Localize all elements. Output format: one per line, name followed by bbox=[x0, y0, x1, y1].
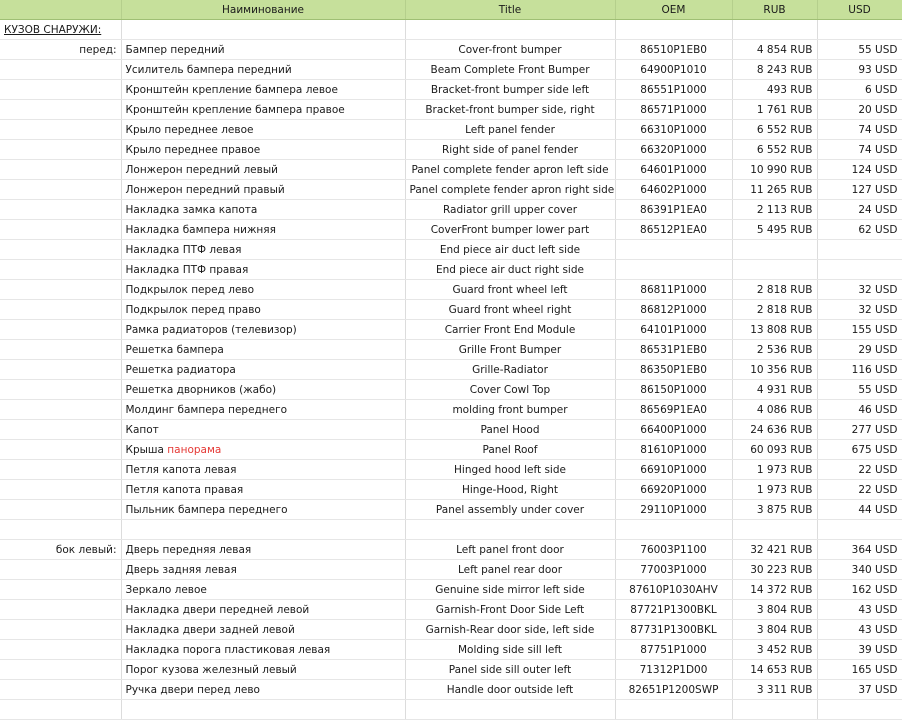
part-oem[interactable]: 29110P1000 bbox=[615, 500, 732, 520]
table-row bbox=[0, 260, 902, 280]
price-rub[interactable]: 60 093 RUB bbox=[732, 440, 817, 460]
part-name-text: Решетка дворников (жабо) bbox=[125, 383, 277, 396]
part-oem[interactable]: 66910P1000 bbox=[615, 460, 732, 480]
price-usd[interactable]: 277 USD bbox=[817, 420, 902, 440]
table-row bbox=[0, 240, 902, 260]
part-oem[interactable]: 66320P1000 bbox=[615, 140, 732, 160]
price-rub[interactable]: 11 265 RUB bbox=[732, 180, 817, 200]
table-row bbox=[0, 120, 902, 140]
price-rub[interactable]: 8 243 RUB bbox=[732, 60, 817, 80]
group-label[interactable] bbox=[0, 300, 121, 320]
cell-empty[interactable] bbox=[0, 520, 121, 540]
part-title[interactable]: Radiator grill upper cover bbox=[405, 200, 615, 220]
part-name-text: Зеркало левое bbox=[125, 583, 207, 596]
price-usd[interactable]: 340 USD bbox=[817, 560, 902, 580]
part-oem[interactable]: 64601P1000 bbox=[615, 160, 732, 180]
part-name[interactable] bbox=[121, 140, 405, 160]
part-oem[interactable]: 86531P1EB0 bbox=[615, 340, 732, 360]
group-label[interactable] bbox=[0, 340, 121, 360]
price-rub[interactable]: 6 552 RUB bbox=[732, 140, 817, 160]
price-rub[interactable]: 3 875 RUB bbox=[732, 500, 817, 520]
part-name[interactable] bbox=[121, 680, 405, 700]
part-title[interactable]: End piece air duct left side bbox=[405, 240, 615, 260]
price-rub[interactable]: 3 311 RUB bbox=[732, 680, 817, 700]
cell-empty[interactable] bbox=[817, 700, 902, 720]
table-row bbox=[0, 100, 902, 120]
part-name[interactable] bbox=[121, 480, 405, 500]
part-oem[interactable]: 87721P1300BKL bbox=[615, 600, 732, 620]
part-name-text: Накладка замка капота bbox=[125, 203, 258, 216]
part-oem[interactable]: 86391P1EA0 bbox=[615, 200, 732, 220]
group-label[interactable] bbox=[0, 380, 121, 400]
price-rub[interactable]: 3 804 RUB bbox=[732, 600, 817, 620]
cell-empty[interactable] bbox=[817, 20, 902, 40]
part-name[interactable] bbox=[121, 620, 405, 640]
part-oem[interactable]: 86510P1EB0 bbox=[615, 40, 732, 60]
part-title[interactable]: Grille-Radiator bbox=[405, 360, 615, 380]
part-oem[interactable]: 64602P1000 bbox=[615, 180, 732, 200]
table-row bbox=[0, 200, 902, 220]
group-label[interactable] bbox=[0, 360, 121, 380]
part-name-text: Дверь передняя левая bbox=[125, 543, 252, 556]
part-name[interactable] bbox=[121, 180, 405, 200]
price-rub[interactable]: 4 931 RUB bbox=[732, 380, 817, 400]
part-name[interactable] bbox=[121, 120, 405, 140]
price-usd[interactable]: 22 USD bbox=[817, 460, 902, 480]
cell-empty[interactable] bbox=[405, 20, 615, 40]
part-oem[interactable] bbox=[615, 240, 732, 260]
group-label[interactable] bbox=[0, 420, 121, 440]
part-name-text: Накладка ПТФ правая bbox=[125, 263, 249, 276]
group-label[interactable] bbox=[0, 400, 121, 420]
part-name-text: Кронштейн крепление бампера правое bbox=[125, 103, 345, 116]
part-title[interactable]: Beam Complete Front Bumper bbox=[405, 60, 615, 80]
table-row bbox=[0, 420, 902, 440]
price-usd[interactable]: 74 USD bbox=[817, 140, 902, 160]
part-title[interactable]: Handle door outside left bbox=[405, 680, 615, 700]
cell-empty[interactable] bbox=[732, 700, 817, 720]
price-usd[interactable]: 55 USD bbox=[817, 380, 902, 400]
part-title[interactable]: Cover-front bumper bbox=[405, 40, 615, 60]
table-row bbox=[0, 400, 902, 420]
group-label[interactable] bbox=[0, 560, 121, 580]
part-oem[interactable]: 64900P1010 bbox=[615, 60, 732, 80]
price-rub[interactable]: 10 356 RUB bbox=[732, 360, 817, 380]
part-title[interactable]: molding front bumper bbox=[405, 400, 615, 420]
part-name-text: Петля капота левая bbox=[125, 463, 237, 476]
header-usd[interactable]: USD bbox=[817, 0, 902, 20]
cell-empty[interactable] bbox=[615, 520, 732, 540]
header-title[interactable]: Title bbox=[405, 0, 615, 20]
part-title[interactable]: Panel complete fender apron left side bbox=[405, 160, 615, 180]
part-title[interactable]: Carrier Front End Module bbox=[405, 320, 615, 340]
header-name[interactable]: Наиминование bbox=[121, 0, 405, 20]
part-name[interactable] bbox=[121, 560, 405, 580]
group-label[interactable] bbox=[0, 320, 121, 340]
part-name[interactable] bbox=[121, 460, 405, 480]
part-title[interactable]: Guard front wheel left bbox=[405, 280, 615, 300]
price-usd[interactable]: 29 USD bbox=[817, 340, 902, 360]
section-title[interactable]: КУЗОВ СНАРУЖИ: bbox=[0, 20, 121, 40]
group-label[interactable] bbox=[0, 600, 121, 620]
part-oem[interactable]: 77003P1000 bbox=[615, 560, 732, 580]
part-name[interactable] bbox=[121, 660, 405, 680]
table-row-empty bbox=[0, 520, 902, 540]
part-name-text: Кронштейн крепление бампера левое bbox=[125, 83, 338, 96]
price-usd[interactable]: 675 USD bbox=[817, 440, 902, 460]
price-usd[interactable] bbox=[817, 260, 902, 280]
part-name-note: панорама bbox=[167, 443, 222, 456]
part-name-text: Подкрылок перед лево bbox=[125, 283, 255, 296]
cell-empty[interactable] bbox=[732, 520, 817, 540]
part-name[interactable] bbox=[121, 220, 405, 240]
group-label[interactable] bbox=[0, 620, 121, 640]
group-label[interactable] bbox=[0, 640, 121, 660]
price-usd[interactable]: 162 USD bbox=[817, 580, 902, 600]
group-label[interactable] bbox=[0, 580, 121, 600]
part-oem[interactable]: 86150P1000 bbox=[615, 380, 732, 400]
header-rub[interactable]: RUB bbox=[732, 0, 817, 20]
price-rub[interactable]: 3 452 RUB bbox=[732, 640, 817, 660]
group-label[interactable] bbox=[0, 80, 121, 100]
table-body bbox=[0, 20, 902, 720]
part-name[interactable] bbox=[121, 340, 405, 360]
part-name-text: Лонжерон передний левый bbox=[125, 163, 278, 176]
group-label[interactable] bbox=[0, 500, 121, 520]
cell-empty[interactable] bbox=[121, 520, 405, 540]
price-usd[interactable]: 74 USD bbox=[817, 120, 902, 140]
price-usd[interactable]: 155 USD bbox=[817, 320, 902, 340]
price-rub[interactable]: 13 808 RUB bbox=[732, 320, 817, 340]
price-usd[interactable]: 62 USD bbox=[817, 220, 902, 240]
part-name-text: Накладка порога пластиковая левая bbox=[125, 643, 331, 656]
part-oem[interactable]: 86812P1000 bbox=[615, 300, 732, 320]
part-name-text: Усилитель бампера передний bbox=[125, 63, 292, 76]
part-oem[interactable]: 86551P1000 bbox=[615, 80, 732, 100]
price-rub[interactable]: 4 086 RUB bbox=[732, 400, 817, 420]
part-name[interactable] bbox=[121, 420, 405, 440]
part-name[interactable] bbox=[121, 500, 405, 520]
part-name[interactable] bbox=[121, 400, 405, 420]
price-usd[interactable]: 124 USD bbox=[817, 160, 902, 180]
table-row bbox=[0, 460, 902, 480]
group-label[interactable] bbox=[0, 140, 121, 160]
part-name-text: Крыло переднее левое bbox=[125, 123, 254, 136]
part-name[interactable] bbox=[121, 540, 405, 560]
part-name-text: Накладка ПТФ левая bbox=[125, 243, 242, 256]
part-title[interactable]: Panel Hood bbox=[405, 420, 615, 440]
table-row bbox=[0, 60, 902, 80]
part-name[interactable] bbox=[121, 600, 405, 620]
part-title[interactable]: Left panel fender bbox=[405, 120, 615, 140]
price-rub[interactable]: 24 636 RUB bbox=[732, 420, 817, 440]
cell-empty[interactable] bbox=[615, 700, 732, 720]
part-title[interactable]: Left panel rear door bbox=[405, 560, 615, 580]
price-usd[interactable]: 20 USD bbox=[817, 100, 902, 120]
table-row bbox=[0, 500, 902, 520]
table-row bbox=[0, 340, 902, 360]
cell-empty[interactable] bbox=[405, 700, 615, 720]
part-name-text: Дверь задняя левая bbox=[125, 563, 237, 576]
part-name[interactable] bbox=[121, 160, 405, 180]
header-row bbox=[0, 0, 902, 20]
part-title[interactable]: Grille Front Bumper bbox=[405, 340, 615, 360]
part-name-text: Подкрылок перед право bbox=[125, 303, 261, 316]
part-name[interactable] bbox=[121, 60, 405, 80]
part-title[interactable]: Left panel front door bbox=[405, 540, 615, 560]
part-title[interactable]: Molding side sill left bbox=[405, 640, 615, 660]
part-oem[interactable]: 81610P1000 bbox=[615, 440, 732, 460]
part-oem[interactable]: 87731P1300BKL bbox=[615, 620, 732, 640]
price-usd[interactable] bbox=[817, 240, 902, 260]
part-name-text: Накладка двери передней левой bbox=[125, 603, 310, 616]
part-oem[interactable]: 86569P1EA0 bbox=[615, 400, 732, 420]
part-title[interactable]: Cover Cowl Top bbox=[405, 380, 615, 400]
table-row bbox=[0, 640, 902, 660]
table-row bbox=[0, 280, 902, 300]
cell-empty[interactable] bbox=[121, 20, 405, 40]
price-usd[interactable]: 43 USD bbox=[817, 600, 902, 620]
group-label[interactable]: перед: bbox=[0, 40, 121, 60]
part-title[interactable]: Garnish-Rear door side, left side bbox=[405, 620, 615, 640]
price-rub[interactable]: 10 990 RUB bbox=[732, 160, 817, 180]
price-rub[interactable]: 2 818 RUB bbox=[732, 300, 817, 320]
part-title[interactable]: Panel Roof bbox=[405, 440, 615, 460]
table-row bbox=[0, 80, 902, 100]
price-rub[interactable]: 2 536 RUB bbox=[732, 340, 817, 360]
part-name[interactable] bbox=[121, 100, 405, 120]
cell-empty[interactable] bbox=[817, 520, 902, 540]
price-usd[interactable]: 364 USD bbox=[817, 540, 902, 560]
group-label[interactable] bbox=[0, 240, 121, 260]
part-name-text: Порог кузова железный левый bbox=[125, 663, 297, 676]
part-title[interactable]: Panel side sill outer left bbox=[405, 660, 615, 680]
group-label[interactable] bbox=[0, 120, 121, 140]
cell-empty[interactable] bbox=[405, 520, 615, 540]
group-label[interactable] bbox=[0, 680, 121, 700]
table-row bbox=[0, 360, 902, 380]
part-oem[interactable]: 82651P1200SWP bbox=[615, 680, 732, 700]
price-usd[interactable]: 55 USD bbox=[817, 40, 902, 60]
table-row bbox=[0, 220, 902, 240]
price-rub[interactable]: 1 973 RUB bbox=[732, 460, 817, 480]
part-name-text: Пыльник бампера переднего bbox=[125, 503, 288, 516]
price-usd[interactable]: 32 USD bbox=[817, 300, 902, 320]
price-rub[interactable]: 493 RUB bbox=[732, 80, 817, 100]
price-usd[interactable]: 127 USD bbox=[817, 180, 902, 200]
cell-empty[interactable] bbox=[0, 700, 121, 720]
price-rub[interactable]: 4 854 RUB bbox=[732, 40, 817, 60]
part-name-text: Решетка радиатора bbox=[125, 363, 236, 376]
table-row-empty bbox=[0, 700, 902, 720]
part-name-text: Капот bbox=[125, 423, 159, 436]
price-usd[interactable]: 6 USD bbox=[817, 80, 902, 100]
part-name[interactable] bbox=[121, 300, 405, 320]
part-name[interactable] bbox=[121, 40, 405, 60]
price-usd[interactable]: 22 USD bbox=[817, 480, 902, 500]
part-oem[interactable]: 66920P1000 bbox=[615, 480, 732, 500]
table-row bbox=[0, 600, 902, 620]
group-label[interactable] bbox=[0, 280, 121, 300]
price-usd[interactable]: 32 USD bbox=[817, 280, 902, 300]
part-title[interactable]: Hinged hood left side bbox=[405, 460, 615, 480]
price-usd[interactable]: 43 USD bbox=[817, 620, 902, 640]
price-rub[interactable]: 1 973 RUB bbox=[732, 480, 817, 500]
part-title[interactable]: CoverFront bumper lower part bbox=[405, 220, 615, 240]
group-label[interactable] bbox=[0, 460, 121, 480]
part-name[interactable] bbox=[121, 80, 405, 100]
table-row bbox=[0, 140, 902, 160]
price-usd[interactable]: 37 USD bbox=[817, 680, 902, 700]
group-label[interactable] bbox=[0, 220, 121, 240]
part-name[interactable] bbox=[121, 440, 405, 460]
part-oem[interactable]: 87610P1030AHV bbox=[615, 580, 732, 600]
price-rub[interactable]: 1 761 RUB bbox=[732, 100, 817, 120]
part-oem[interactable]: 66400P1000 bbox=[615, 420, 732, 440]
price-rub[interactable]: 3 804 RUB bbox=[732, 620, 817, 640]
price-rub[interactable]: 2 113 RUB bbox=[732, 200, 817, 220]
cell-empty[interactable] bbox=[615, 20, 732, 40]
part-oem[interactable] bbox=[615, 260, 732, 280]
table-row bbox=[0, 660, 902, 680]
part-name[interactable] bbox=[121, 380, 405, 400]
group-label[interactable] bbox=[0, 440, 121, 460]
group-label[interactable] bbox=[0, 660, 121, 680]
header-group[interactable] bbox=[0, 0, 121, 20]
part-title[interactable]: Garnish-Front Door Side Left bbox=[405, 600, 615, 620]
part-title[interactable]: Right side of panel fender bbox=[405, 140, 615, 160]
price-rub[interactable] bbox=[732, 260, 817, 280]
part-title[interactable]: Bracket-front bumper side left bbox=[405, 80, 615, 100]
part-name-text: Рамка радиаторов (телевизор) bbox=[125, 323, 297, 336]
price-usd[interactable]: 46 USD bbox=[817, 400, 902, 420]
part-title[interactable]: Hinge-Hood, Right bbox=[405, 480, 615, 500]
part-name-text: Накладка двери задней левой bbox=[125, 623, 295, 636]
group-label[interactable] bbox=[0, 160, 121, 180]
group-label[interactable] bbox=[0, 60, 121, 80]
part-name[interactable] bbox=[121, 260, 405, 280]
group-label[interactable] bbox=[0, 200, 121, 220]
part-title[interactable]: Bracket-front bumper side, right bbox=[405, 100, 615, 120]
part-oem[interactable]: 71312P1D00 bbox=[615, 660, 732, 680]
table-row bbox=[0, 300, 902, 320]
part-name-text: Решетка бампера bbox=[125, 343, 224, 356]
part-name-text: Петля капота правая bbox=[125, 483, 244, 496]
price-rub[interactable]: 14 653 RUB bbox=[732, 660, 817, 680]
price-rub[interactable]: 30 223 RUB bbox=[732, 560, 817, 580]
part-oem[interactable]: 86571P1000 bbox=[615, 100, 732, 120]
table-row bbox=[0, 440, 902, 460]
price-rub[interactable]: 5 495 RUB bbox=[732, 220, 817, 240]
table-row bbox=[0, 480, 902, 500]
price-usd[interactable]: 39 USD bbox=[817, 640, 902, 660]
group-label[interactable]: бок левый: bbox=[0, 540, 121, 560]
cell-empty[interactable] bbox=[121, 700, 405, 720]
table-row bbox=[0, 540, 902, 560]
part-title[interactable]: Panel complete fender apron right side bbox=[405, 180, 615, 200]
part-name[interactable] bbox=[121, 320, 405, 340]
part-title[interactable]: Panel assembly under cover bbox=[405, 500, 615, 520]
header-oem[interactable]: OEM bbox=[615, 0, 732, 20]
part-name-text: Бампер передний bbox=[125, 43, 225, 56]
table-row bbox=[0, 40, 902, 60]
part-oem[interactable]: 86811P1000 bbox=[615, 280, 732, 300]
price-usd[interactable]: 44 USD bbox=[817, 500, 902, 520]
price-rub[interactable]: 2 818 RUB bbox=[732, 280, 817, 300]
price-rub[interactable] bbox=[732, 240, 817, 260]
part-name-text: Крыло переднее правое bbox=[125, 143, 261, 156]
part-title[interactable]: Genuine side mirror left side bbox=[405, 580, 615, 600]
price-usd[interactable]: 93 USD bbox=[817, 60, 902, 80]
table-row bbox=[0, 160, 902, 180]
group-label[interactable] bbox=[0, 480, 121, 500]
table-row bbox=[0, 620, 902, 640]
part-name-text: Лонжерон передний правый bbox=[125, 183, 285, 196]
part-oem[interactable]: 86350P1EB0 bbox=[615, 360, 732, 380]
price-usd[interactable]: 116 USD bbox=[817, 360, 902, 380]
group-label[interactable] bbox=[0, 100, 121, 120]
price-rub[interactable]: 14 372 RUB bbox=[732, 580, 817, 600]
group-label[interactable] bbox=[0, 180, 121, 200]
part-name[interactable] bbox=[121, 580, 405, 600]
part-oem[interactable]: 76003P1100 bbox=[615, 540, 732, 560]
part-oem[interactable]: 87751P1000 bbox=[615, 640, 732, 660]
group-label[interactable] bbox=[0, 260, 121, 280]
part-name-text: Ручка двери перед лево bbox=[125, 683, 260, 696]
part-name-text: Крыша bbox=[125, 443, 164, 456]
part-name[interactable] bbox=[121, 200, 405, 220]
part-name[interactable] bbox=[121, 360, 405, 380]
section-row bbox=[0, 20, 902, 40]
part-name[interactable] bbox=[121, 280, 405, 300]
part-title[interactable]: Guard front wheel right bbox=[405, 300, 615, 320]
part-oem[interactable]: 66310P1000 bbox=[615, 120, 732, 140]
part-oem[interactable]: 64101P1000 bbox=[615, 320, 732, 340]
table-row bbox=[0, 560, 902, 580]
part-oem[interactable]: 86512P1EA0 bbox=[615, 220, 732, 240]
part-name-text: Накладка бампера нижняя bbox=[125, 223, 276, 236]
part-title[interactable]: End piece air duct right side bbox=[405, 260, 615, 280]
table-row bbox=[0, 380, 902, 400]
table-row bbox=[0, 580, 902, 600]
price-usd[interactable]: 165 USD bbox=[817, 660, 902, 680]
part-name-text: Молдинг бампера переднего bbox=[125, 403, 288, 416]
part-name[interactable] bbox=[121, 240, 405, 260]
cell-empty[interactable] bbox=[732, 20, 817, 40]
table-row bbox=[0, 680, 902, 700]
part-name[interactable] bbox=[121, 640, 405, 660]
price-rub[interactable]: 6 552 RUB bbox=[732, 120, 817, 140]
table-row bbox=[0, 320, 902, 340]
price-usd[interactable]: 24 USD bbox=[817, 200, 902, 220]
table-row bbox=[0, 180, 902, 200]
price-rub[interactable]: 32 421 RUB bbox=[732, 540, 817, 560]
